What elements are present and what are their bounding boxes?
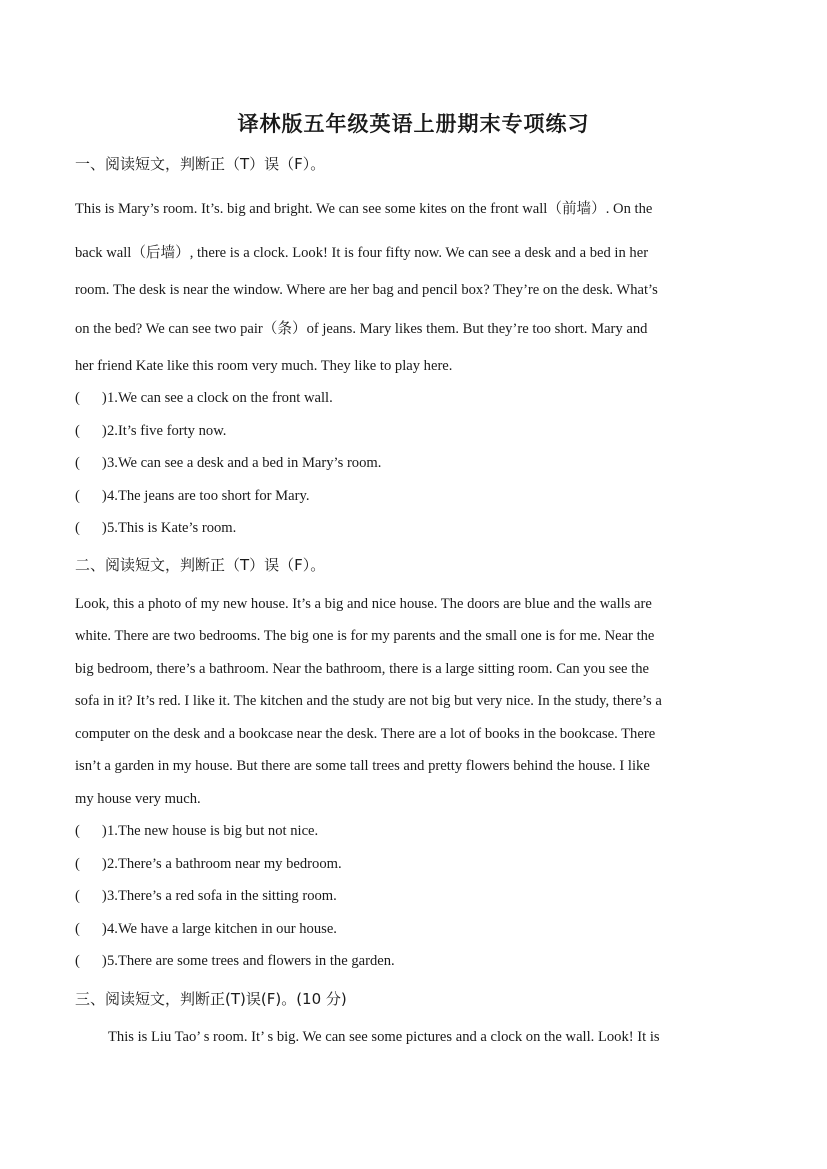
passage-2-line: computer on the desk and a bookcase near the desk. There are a lot of books in the bookcase. There [75, 726, 656, 742]
question-item: ( )2.It’s five forty now. [75, 423, 227, 439]
question-item: ( )3.There’s a red sofa in the sitting room. [75, 888, 337, 904]
section-1-heading: 一、阅读短文，判断正（T）误（F）。 [75, 155, 326, 173]
question-item: ( )3.We can see a desk and a bed in Mary’s room. [75, 455, 382, 471]
passage-1-line: on the bed? We can see two pair（条）of jeans. Mary likes them. But they’re too short. Mary and [75, 321, 648, 337]
answer-blank[interactable]: ( ) [75, 888, 107, 904]
answer-blank[interactable]: ( ) [75, 520, 107, 536]
passage-2-line: white. There are two bedrooms. The big one is for my parents and the small one is for me. Near the [75, 628, 655, 644]
section-2-heading: 二、阅读短文，判断正（T）误（F）。 [75, 556, 326, 574]
passage-1-line: This is Mary’s room. It’s. big and bright. We can see some kites on the front wall（前墙）. On the [75, 201, 653, 217]
answer-blank[interactable]: ( ) [75, 823, 107, 839]
question-item: ( )4.The jeans are too short for Mary. [75, 488, 310, 504]
passage-1-line: back wall（后墙）, there is a clock. Look! It is four fifty now. We can see a desk and a bed in her [75, 245, 649, 261]
passage-2-line: sofa in it? It’s red. I like it. The kitchen and the study are not big but very nice. In the study, there’s a [75, 693, 662, 709]
passage-3-line: This is Liu Tao’ s room. It’ s big. We can see some pictures and a clock on the wall. Look! It is [108, 1029, 660, 1045]
passage-2-line: my house very much. [75, 791, 201, 807]
question-item: ( )5.This is Kate’s room. [75, 520, 237, 536]
question-item: ( )5.There are some trees and flowers in the garden. [75, 953, 395, 969]
section-3-heading: 三、阅读短文，判断正(T)误(F)。(10 分) [75, 990, 347, 1008]
answer-blank[interactable]: ( ) [75, 390, 107, 406]
passage-2-line: big bedroom, there’s a bathroom. Near the bathroom, there is a large sitting room. Can you see the [75, 661, 650, 677]
answer-blank[interactable]: ( ) [75, 423, 107, 439]
passage-2-line: isn’t a garden in my house. But there are some tall trees and pretty flowers behind the house. I like [75, 758, 650, 774]
passage-1-line: her friend Kate like this room very much. They like to play here. [75, 358, 453, 374]
question-item: ( )4.We have a large kitchen in our house. [75, 921, 337, 937]
question-item: ( )1.The new house is big but not nice. [75, 823, 319, 839]
answer-blank[interactable]: ( ) [75, 953, 107, 969]
page-title: 译林版五年级英语上册期末专项练习 [237, 112, 590, 136]
answer-blank[interactable]: ( ) [75, 488, 107, 504]
answer-blank[interactable]: ( ) [75, 921, 107, 937]
passage-2-line: Look, this a photo of my new house. It’s a big and nice house. The doors are blue and the walls are [75, 596, 652, 612]
answer-blank[interactable]: ( ) [75, 856, 107, 872]
question-item: ( )1.We can see a clock on the front wall. [75, 390, 333, 406]
answer-blank[interactable]: ( ) [75, 455, 107, 471]
passage-1-line: room. The desk is near the window. Where are her bag and pencil box? They’re on the desk. What’s [75, 282, 658, 298]
question-item: ( )2.There’s a bathroom near my bedroom. [75, 856, 342, 872]
